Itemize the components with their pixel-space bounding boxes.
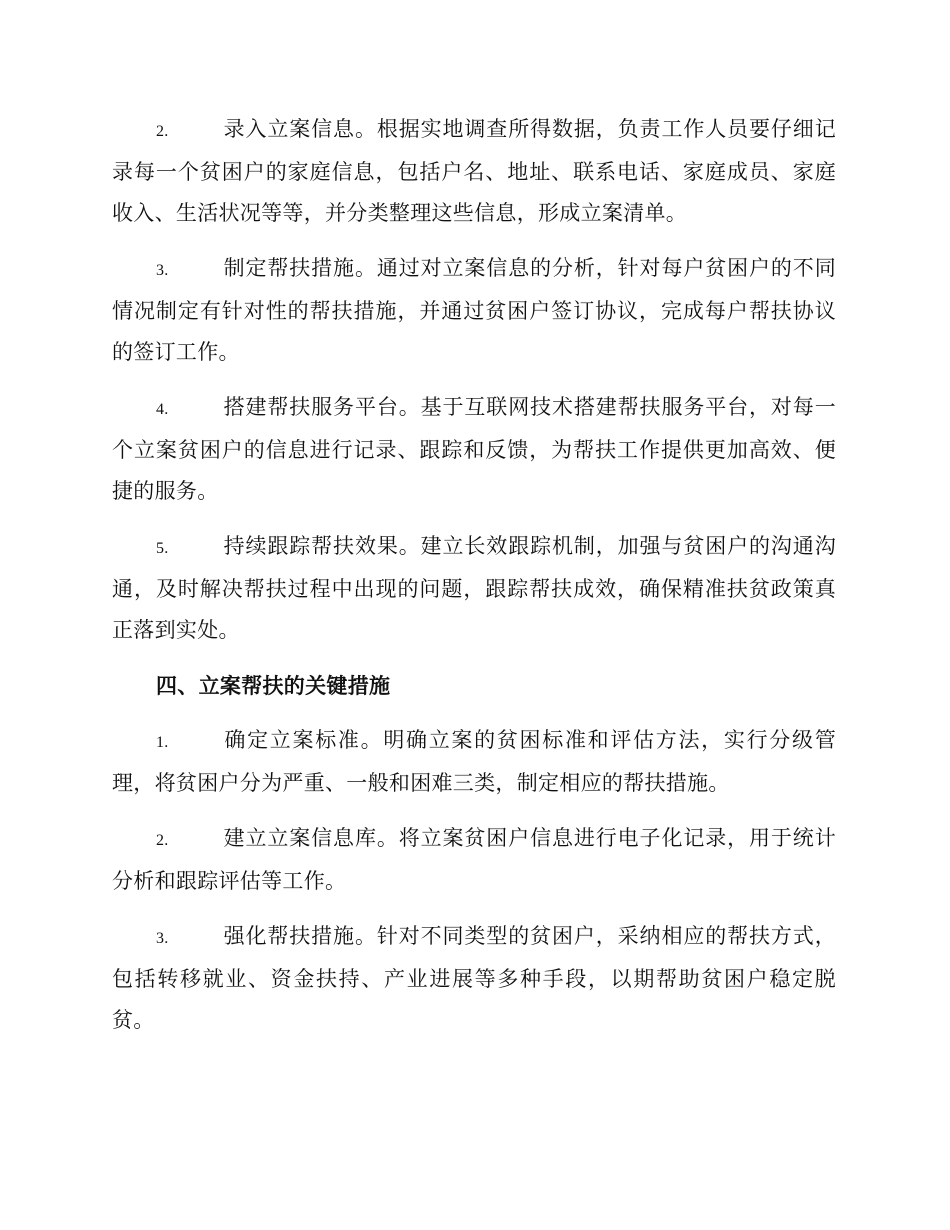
list-item-text: 确定立案标准。明确立案的贫困标准和评估方法，实行分级管理，将贫困户分为严重、一般和困难三类，制定相应的帮扶措施。 [112, 728, 836, 795]
list-number: 1. [156, 734, 169, 751]
list-item-text: 建立立案信息库。将立案贫困户信息进行电子化记录，用于统计分析和跟踪评估等工作。 [112, 826, 836, 893]
list-number: 2. [156, 123, 169, 140]
list-number: 5. [156, 540, 169, 557]
list-number: 2. [156, 832, 169, 849]
list-item [112, 526, 836, 651]
list-item [112, 720, 836, 804]
list-item-text: 搭建帮扶服务平台。基于互联网技术搭建帮扶服务平台，对每一个立案贫困户的信息进行记录、跟踪和反馈，为帮扶工作提供更加高效、便捷的服务。 [112, 395, 836, 503]
list-item [112, 916, 836, 1041]
list-item-text: 持续跟踪帮扶效果。建立长效跟踪机制，加强与贫困户的沟通沟通，及时解决帮扶过程中出现的问题，跟踪帮扶成效，确保精准扶贫政策真正落到实处。 [112, 534, 836, 642]
list-item-text: 制定帮扶措施。通过对立案信息的分析，针对每户贫困户的不同情况制定有针对性的帮扶措施，并通过贫困户签订协议，完成每户帮扶协议的签订工作。 [112, 256, 836, 364]
list-item [112, 818, 836, 902]
list-number: 3. [156, 262, 169, 279]
list-item [112, 248, 836, 373]
list-item-text: 录入立案信息。根据实地调查所得数据，负责工作人员要仔细记录每一个贫困户的家庭信息，包括户名、地址、联系电话、家庭成员、家庭收入、生活状况等等，并分类整理这些信息，形成立案清单。 [112, 117, 836, 225]
list-item [112, 109, 836, 234]
list-item-text: 强化帮扶措施。针对不同类型的贫困户，采纳相应的帮扶方式，包括转移就业、资金扶持、产业进展等多种手段，以期帮助贫困户稳定脱贫。 [112, 924, 836, 1032]
list-item [112, 387, 836, 512]
document-body [112, 109, 836, 1055]
list-number: 4. [156, 401, 169, 418]
list-number: 3. [156, 930, 169, 947]
section-heading: 四、立案帮扶的关键措施 [156, 673, 391, 698]
